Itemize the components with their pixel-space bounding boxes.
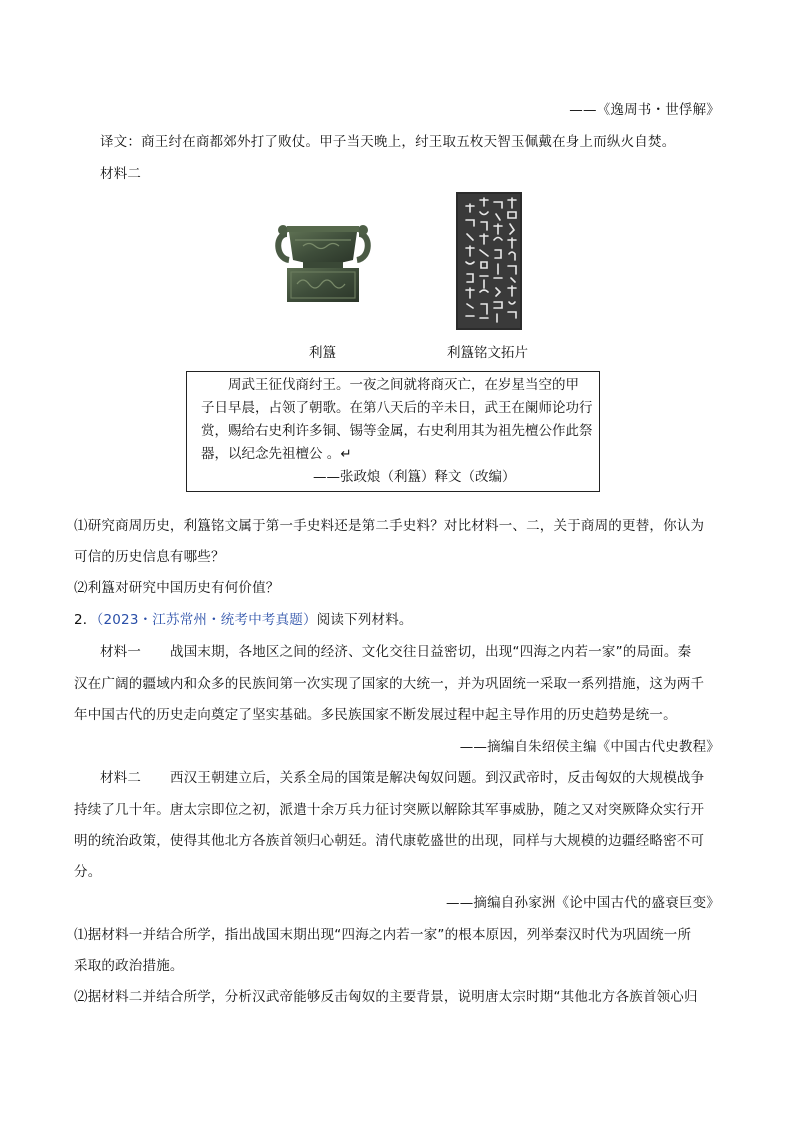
question-1-line-2: 可信的历史信息有哪些？: [74, 549, 225, 565]
material-2b-line-3: 明的统治政策，使得其他北方各族首领归心朝廷。清代康乾盛世的出现，同样与大规模的边疆经略密不可: [74, 833, 705, 849]
source-open-paren: （: [96, 612, 104, 628]
material-1-label: 材料一: [100, 644, 142, 660]
box-line-2: 子日早晨，占领了朝歌。在第八天后的辛未日，武王在阑师论功行: [201, 400, 593, 416]
material-1-source: ——摘编自朱绍侯主编《中国古代史教程》: [459, 739, 720, 755]
material-2b-label: 材料二: [100, 770, 142, 786]
figure-caption-ligui: 利簋: [309, 345, 336, 361]
source-yizhoushu: ——《逸周书・世俘解》: [569, 102, 720, 118]
exam-source-tag[interactable]: 2023・江苏常州・统考中考真题: [103, 612, 304, 628]
box-line-3: 赏，赐给右史利许多铜、锡等金属，右史利用其为祖先檀公作此祭: [201, 423, 593, 439]
box-source: ——张政烺（利簋）释文（改编）: [313, 469, 516, 485]
p2-question-1-line-2: 采取的政治措施。: [74, 958, 184, 974]
box-line-4: 器，以纪念先祖檀公 。↵: [201, 446, 352, 462]
inscription-rubbing-image: [456, 192, 522, 330]
box-line-1: 周武王征伐商纣王。一夜之间就将商灭亡，在岁星当空的甲: [228, 377, 579, 393]
problem-2-number: 2．: [74, 612, 97, 628]
material-2b-line-1: 西汉王朝建立后，关系全局的国策是解决匈奴问题。到汉武帝时，反击匈奴的大规模战争: [170, 770, 705, 786]
source-close-paren: ）: [303, 612, 317, 628]
p2-question-2: ⑵据材料二并结合所学，分析汉武帝能够反击匈奴的主要背景，说明唐太宗时期“其他北方各族首领心归: [74, 989, 698, 1005]
material-1-line-2: 汉在广阔的疆域内和众多的民族间第一次实现了国家的大统一，并为巩固统一采取一系列措施，这为两千: [74, 676, 705, 692]
p2-question-1-line-1: ⑴据材料一并结合所学，指出战国末期出现“四海之内若一家”的根本原因，列举秦汉时代为巩固统一所: [74, 927, 692, 943]
material-1-line-3: 年中国古代的历史走向奠定了坚实基础。多民族国家不断发展过程中起主导作用的历史趋势是统一。: [74, 707, 677, 723]
question-2: ⑵利簋对研究中国历史有何价值？: [74, 580, 280, 596]
translation-text: 译文：商王纣在商都郊外打了败仗。甲子当天晚上，纣王取五枚天智玉佩戴在身上而纵火自焚。: [100, 134, 676, 150]
inscription-translation-box: [186, 371, 600, 492]
material-1-line-1: 战国末期，各地区之间的经济、文化交往日益密切，出现“四海之内若一家”的局面。秦: [170, 644, 692, 660]
material-2-label: 材料二: [100, 166, 142, 182]
material-2b-source: ——摘编自孙家洲《论中国古代的盛衰巨变》: [446, 895, 720, 911]
question-1-line-1: ⑴研究商周历史，利簋铭文属于第一手史料还是第二手史料？对比材料一、二，关于商周的更替，你认为: [74, 518, 705, 534]
material-2b-line-4: 分。: [74, 864, 102, 880]
figure-caption-rubbing: 利簋铭文拓片: [447, 345, 528, 361]
bronze-gui-vessel-image: [273, 208, 373, 308]
problem-2-prompt: 阅读下列材料。: [316, 612, 413, 628]
material-2b-line-2: 持续了几十年。唐太宗即位之初，派遣十余万兵力征讨突厥以解除其军事威胁，随之又对突厥降众实行开: [74, 802, 705, 818]
problem-2-header: [74, 610, 413, 630]
